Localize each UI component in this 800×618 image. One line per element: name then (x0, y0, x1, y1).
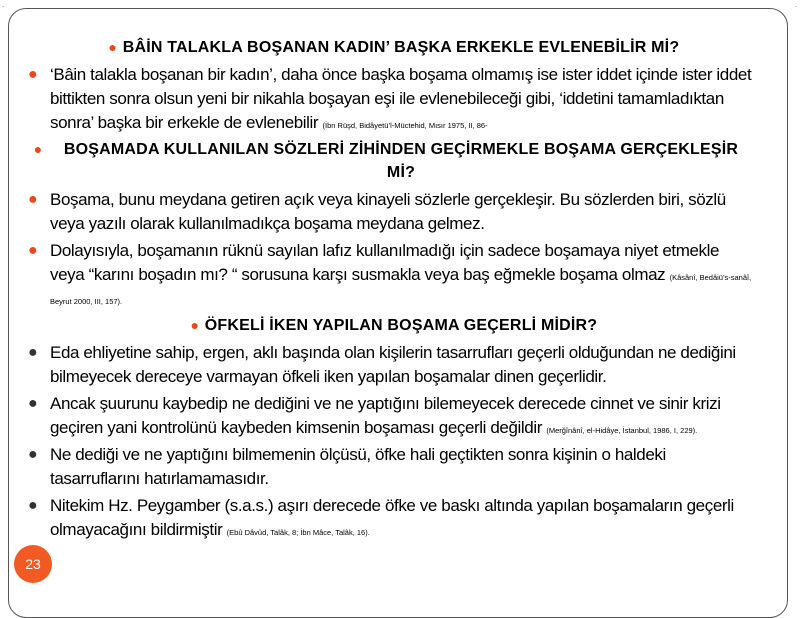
bullet-icon: ● (28, 395, 38, 412)
paragraph (28, 188, 754, 236)
citation: (Ebû Dâvûd, Talâk, 8; İbn Mâce, Talâk, 16). (226, 528, 370, 537)
paragraph-body: Nitekim Hz. Peygamber (s.a.s.) aşırı derecede öfke ve baskı altında yapılan boşamaların geçerli olmayacağını bildirmiştir (50, 496, 734, 539)
paragraph-text (50, 341, 754, 389)
section-heading (28, 36, 754, 59)
paragraph (28, 494, 754, 542)
bullet-icon: ● (28, 344, 38, 361)
bullet-icon: ● (190, 317, 200, 333)
corner-mark-top-right: . (794, 0, 797, 9)
citation: (İbn Rüşd, Bidâyetü’l-Müctehid, Mısır 1975, II, 86- (322, 121, 488, 130)
slide-content (28, 36, 754, 600)
section-heading (28, 314, 754, 337)
paragraph-body: Dolayısıyla, boşamanın rüknü sayılan lafız kullanılmadığı için sadece boşamaya niyet etmekle veya “karını boşadın mı? “ sorusuna karşı susmakla veya baş eğmekle boşama olmaz (50, 241, 720, 284)
paragraph-text (50, 494, 754, 542)
bullet-icon: ● (28, 497, 38, 514)
slide-number: 23 (25, 556, 41, 572)
paragraph (28, 63, 754, 135)
heading-text: ÖFKELİ İKEN YAPILAN BOŞAMA GEÇERLİ MİDİR? (204, 317, 598, 334)
paragraph-text (50, 239, 754, 311)
slide-number-badge (14, 545, 52, 583)
bullet-icon: ● (28, 242, 38, 259)
bullet-icon: ● (28, 446, 38, 463)
paragraph (28, 239, 754, 311)
paragraph-text (50, 392, 754, 440)
paragraph-body: Eda ehliyetine sahip, ergen, aklı başında olan kişilerin tasarrufları geçerli olduğundan ne dediğini bilmeyecek dereceye varmayan öfkeli iken yapılan boşamalar dinen geçerlidir. (50, 343, 736, 386)
paragraph-body: Ancak şuurunu kaybedip ne dediğini ve ne yaptığını bilemeyecek derecede cinnet ve sinir krizi geçiren yani kontrolünü kaybeden kimsenin boşaması geçerli değildir (50, 394, 721, 437)
bullet-icon: ● (28, 66, 38, 83)
heading-text: BÂİN TALAKLA BOŞANAN KADIN’ BAŞKA ERKEKLE EVLENEBİLİR Mİ? (122, 39, 680, 56)
paragraph (28, 392, 754, 440)
citation: (Kâsânî, Bedâiü’s-sanâî, Beyrut 2000, III, 157). (50, 273, 752, 306)
paragraph (28, 341, 754, 389)
paragraph-body: ‘Bâin talakla boşanan bir kadın’, daha önce başka boşama olmamış ise ister iddet içinde ister iddet bittikten sonra olsun yeni bir nikahla boşayan eşi ile evlenebileceği gibi, ‘iddetini tamamladıktan sonra’ başka bir erkekle de evlenebilir (50, 65, 752, 132)
bullet-icon: ● (33, 141, 43, 157)
paragraph-text (50, 188, 754, 236)
heading-text: BOŞAMADA KULLANILAN SÖZLERİ ZİHİNDEN GEÇİRMEKLE BOŞAMA GERÇEKLEŞİR Mİ? (63, 141, 739, 181)
corner-mark-top-left: . (2, 0, 5, 9)
bullet-icon: ● (28, 191, 38, 208)
paragraph-text (50, 63, 754, 135)
paragraph-body: Boşama, bunu meydana getiren açık veya kinayeli sözlerle gerçekleşir. Bu sözlerden biri, sözlü veya yazılı olarak kullanılmadıkça boşama meydana gelmez. (50, 190, 726, 233)
bullet-icon: ● (108, 39, 117, 55)
paragraph-body: Ne dediği ve ne yaptığını bilmemenin ölçüsü, öfke hali geçtikten sonra kişinin o haldeki tasarruflarını hatırlamamasıdır. (50, 445, 666, 488)
paragraph-text (50, 443, 754, 491)
section-heading (28, 138, 754, 184)
paragraph (28, 443, 754, 491)
citation: (Merğînânî, el-Hidâye, İstanbul, 1986, I, 229). (546, 426, 698, 435)
